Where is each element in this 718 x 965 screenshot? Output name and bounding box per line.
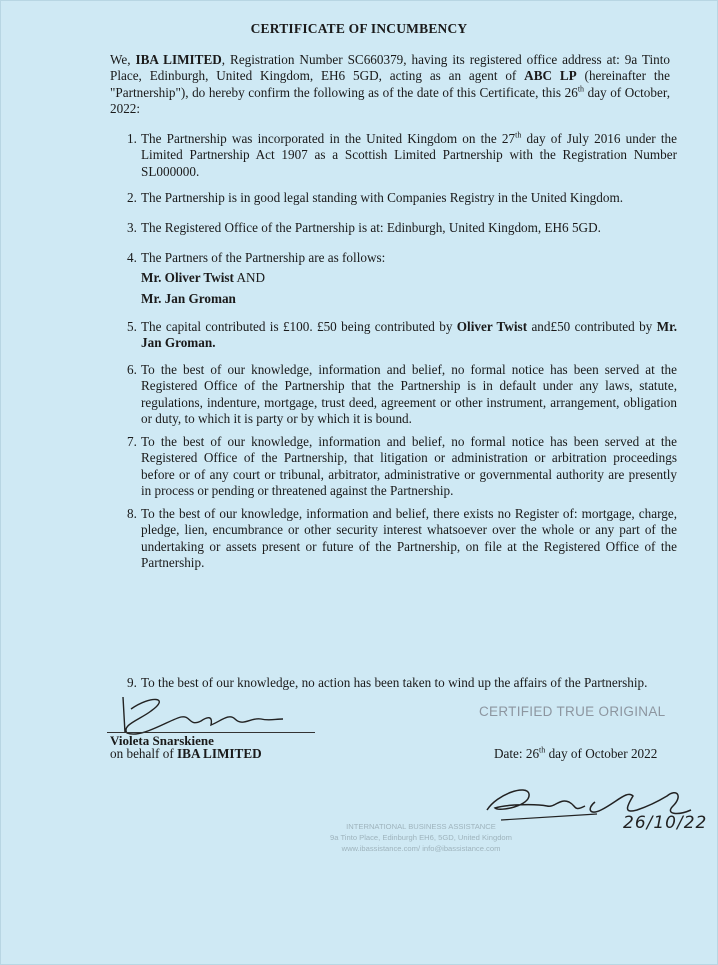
document-title: CERTIFICATE OF INCUMBENCY <box>250 21 468 36</box>
partnership-name: ABC LP <box>524 68 577 84</box>
clause-8: 8. To the best of our knowledge, information and belief, there exists no Register of: mortgage, charge, pledge, lien, encumbrance or other security interest whatsoever over the whole or any part of the undertaking or assets present or future of the Partnership, on file at the Registered Office of the Partnership. <box>127 506 677 571</box>
clause-7: 7. To the best of our knowledge, information and belief, no formal notice has been served at the Registered Office of the Partnership, that litigation or administration or arbitration proceedings before or of any court or tribunal, arbitrator, administrative or governmental authority are presently in process or pending or threatened against the Partnership. <box>127 434 677 499</box>
certified-stamp: CERTIFIED TRUE ORIGINAL <box>479 704 666 719</box>
letterhead-footer: INTERNATIONAL BUSINESS ASSISTANCE 9a Tinto Place, Edinburgh EH6, 5GD, United Kingdom www.ibassistance.com/ info@ibassistance.com <box>330 822 512 853</box>
clause-2: 2. The Partnership is in good legal standing with Companies Registry in the United Kingdom. <box>127 190 624 205</box>
certificate-date: Date: 26th day of October 2022 <box>494 745 658 761</box>
signer-name: Violeta Snarskiene <box>110 733 214 748</box>
clause-5: 5. The capital contributed is £100. £50 being contributed by Oliver Twist and£50 contributed by Mr. Jan Groman. <box>127 319 678 351</box>
handwritten-date: 26/10/22 <box>623 813 708 833</box>
clause-9: 9. To the best of our knowledge, no action has been taken to wind up the affairs of the Partnership. <box>127 675 648 690</box>
clause-3: 3. The Registered Office of the Partnership is at: Edinburgh, United Kingdom, EH6 5GD. <box>127 220 601 235</box>
clause-6: 6. To the best of our knowledge, information and belief, no formal notice has been served at the Registered Office of the Partnership that the Partnership is in default under any laws, statute, regulations, indenture, mortgage, trust deed, agreement or other instrument, arrangement, obligation or duty, to which it is party or by which it is bound. <box>127 362 677 427</box>
partner-2: Mr. Jan Groman <box>141 290 236 306</box>
clause-1: 1. The Partnership was incorporated in the United Kingdom on the 27th day of July 2016 under the Limited Partnership Act 1907 as a Scottish Limited Partnership with the Registration Number SL000000. <box>127 130 677 179</box>
company-name: IBA LIMITED <box>135 52 222 67</box>
intro-paragraph: We, IBA LIMITED, Registration Number SC660379, having its registered office address at: 9a Tinto Place, Edinburgh, United Kingdom, EH6 5GD, acting as an agent of ABC LP (hereinafter the "Partnership"), do hereby confirm the following as of the date of this Certificate, this 26th day of October, 2022: <box>110 52 671 117</box>
on-behalf-of: on behalf of IBA LIMITED <box>110 746 262 761</box>
partner-1: Mr. Oliver Twist <box>141 270 234 286</box>
clause-4: 4. The Partners of the Partnership are as follows: Mr. Oliver Twist AND Mr. Jan Groman <box>127 250 386 306</box>
